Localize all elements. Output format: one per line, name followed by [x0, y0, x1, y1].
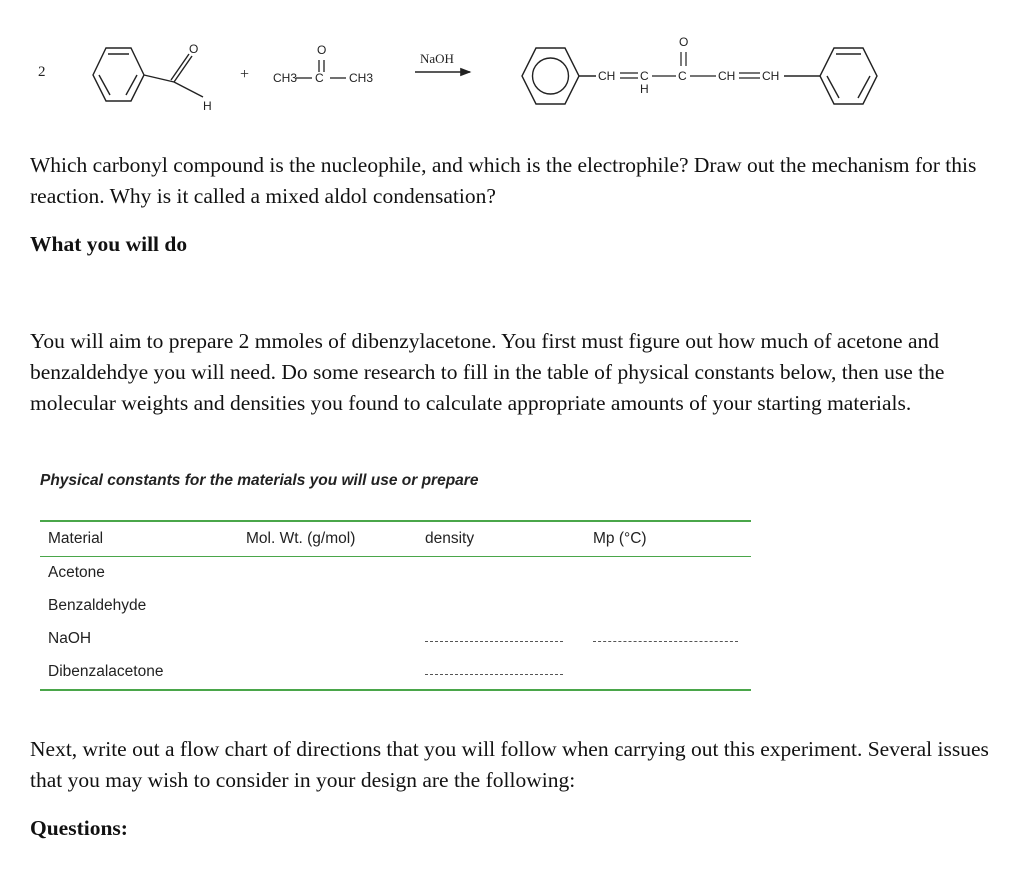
plus-sign: +: [240, 66, 250, 83]
table-row-naoh: NaOH: [48, 630, 92, 647]
coefficient: 2: [38, 64, 46, 80]
flow-chart-paragraph: Next, write out a flow chart of directions that you will follow when carrying out this experiment. Several issues that you may wish to consider in your design are the following:: [30, 737, 989, 792]
header-density: density: [425, 530, 475, 547]
product-carbonyl-bond: [681, 52, 686, 66]
header-material: Material: [48, 530, 104, 547]
acetone-c: C: [315, 71, 324, 85]
reaction-scheme: [0, 0, 1024, 130]
product-c-left: C: [640, 69, 649, 83]
naoh-density-na: [425, 641, 563, 642]
acetone-ch3-right: CH3: [349, 71, 374, 85]
product-c-center: C: [678, 69, 687, 83]
naoh-mp-na: [593, 641, 738, 642]
benzaldehyde-o: O: [189, 42, 199, 56]
intro-question: Which carbonyl compound is the nucleophile, and which is the electrophile? Draw out the mechanism for this reaction. Why is it called a mixed aldol condensation?: [30, 153, 977, 208]
heading-what-you-will-do: What you will do: [30, 232, 188, 256]
product-left-phenyl: [522, 48, 596, 104]
product-h: H: [640, 82, 649, 96]
heading-questions: Questions:: [30, 816, 128, 840]
acetone-ch3-left: CH3: [273, 71, 298, 85]
product-ch-right-b: CH: [762, 69, 780, 83]
table-row-benzaldehyde: Benzaldehyde: [48, 597, 147, 614]
header-mol-wt: Mol. Wt. (g/mol): [246, 530, 356, 547]
dibenzalacetone-density-na: [425, 674, 563, 675]
table-header-rule: [40, 556, 751, 557]
product-double-bond-left: [620, 73, 638, 78]
product-ch-right-a: CH: [718, 69, 736, 83]
product-ch-left: CH: [598, 69, 616, 83]
product-right-phenyl: [784, 48, 877, 104]
table-top-rule: [40, 520, 751, 522]
product-double-bond-right: [739, 73, 760, 78]
product-o: O: [679, 35, 689, 49]
table-row-dibenzalacetone: Dibenzalacetone: [48, 663, 164, 680]
reagent-naoh: NaOH: [420, 51, 454, 66]
table-bottom-rule: [40, 689, 751, 691]
table-caption: Physical constants for the materials you will use or prepare: [40, 472, 479, 489]
benzaldehyde-structure: [93, 48, 203, 101]
preparation-paragraph: You will aim to prepare 2 mmoles of dibenzylacetone. You first must figure out how much of acetone and benzaldehdye you will need. Do some research to fill in the table of physical constants below, then use the molecular weights and densities you found to calculate appropriate amounts of your starting materials.: [30, 329, 945, 415]
table-row-acetone: Acetone: [48, 564, 105, 581]
acetone-o: O: [317, 43, 327, 57]
header-mp: Mp (°C): [593, 530, 647, 547]
benzaldehyde-h: H: [203, 99, 212, 113]
